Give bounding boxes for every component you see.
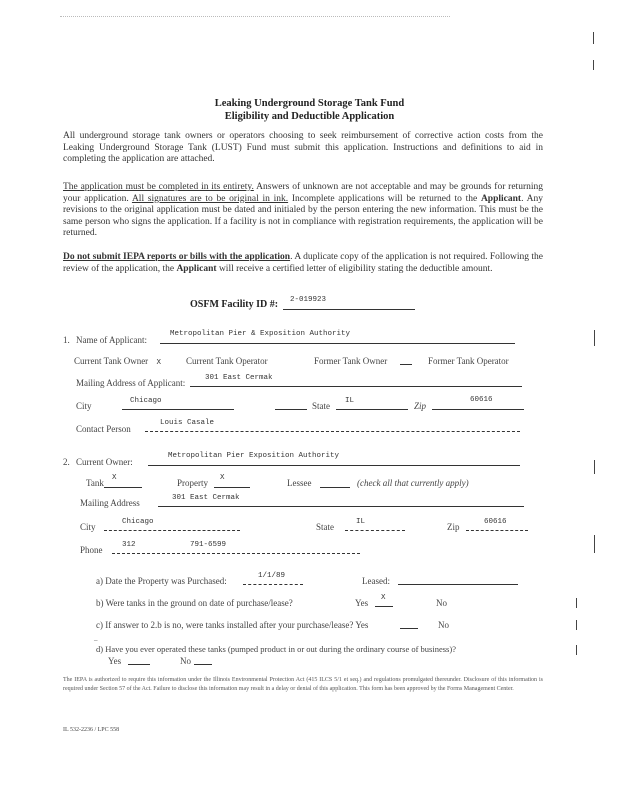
applicant-role-current-owner[interactable]	[74, 356, 161, 367]
margin-mark	[594, 535, 595, 553]
applicant-city-line	[122, 409, 234, 410]
applicant-address-label: Mailing Address of Applicant:	[76, 378, 186, 388]
owner-state-value[interactable]: IL	[356, 518, 366, 526]
question-b-yes-line	[375, 606, 393, 607]
p2-text: Answers of unknown are not acceptable and may be grounds for returning your application.	[63, 182, 543, 204]
property-label: Property	[177, 478, 208, 488]
question-a-leased-line	[398, 584, 518, 585]
applicant-zip-value[interactable]: 60616	[470, 396, 493, 404]
question-d-no-line	[194, 664, 212, 665]
applicant-role-former-operator[interactable]: Former Tank Operator	[428, 356, 509, 366]
question-d-yes-label: Yes	[108, 656, 122, 666]
lessee-label: Lessee	[287, 478, 312, 488]
scan-header-marks	[60, 16, 450, 23]
question-b-no-label: No	[436, 598, 447, 608]
applicant-state-value[interactable]: IL	[345, 397, 355, 405]
question-a-line	[243, 584, 303, 585]
owner-phone-number[interactable]: 791-6599	[190, 541, 227, 549]
margin-mark	[594, 460, 595, 474]
owner-address-line	[158, 506, 524, 507]
margin-mark	[593, 32, 594, 44]
question-c-label: c) If answer to 2.b is no, were tanks installed after your purchase/lease? Yes	[96, 620, 369, 630]
question-d-yes-line	[128, 664, 150, 665]
question-a-value[interactable]: 1/1/89	[258, 572, 286, 580]
owner-address-value[interactable]: 301 East Cermak	[172, 494, 240, 502]
intro-paragraph-3	[63, 252, 543, 275]
facility-id-value[interactable]: 2-019923	[290, 296, 327, 304]
question-d-no-label: No	[180, 656, 191, 666]
applicant-city-label: City	[76, 401, 92, 411]
current-owner-line	[148, 465, 520, 466]
applicant-term: Applicant	[176, 263, 217, 274]
applicant-address-line	[190, 386, 522, 387]
section-1-number: 1.	[63, 335, 70, 345]
margin-mark	[594, 330, 595, 346]
question-b-yes-check[interactable]: X	[381, 594, 386, 602]
margin-mark	[576, 620, 577, 630]
owner-zip-value[interactable]: 60616	[484, 518, 507, 526]
section-2-number: 2.	[63, 457, 70, 467]
applicant-address-value[interactable]: 301 East Cermak	[205, 374, 273, 382]
form-subtitle: Eligibility and Deductible Application	[224, 111, 395, 122]
footer-notice: The IEPA is authorized to require this information under the Illinois Environmental Protection Act (415 ILCS 5/1 et seq.) and regulations promulgated thereunder. Disclosure of this information is required under Section 57 of the Act. Failure to disclose this information may result in a delay or denial of this application. This form has been approved by the Forms Management Center.	[63, 677, 543, 692]
owner-phone-area[interactable]: 312	[122, 541, 136, 549]
margin-mark	[593, 60, 594, 70]
complete-entirety-notice: The application must be completed in its entirety.	[63, 182, 254, 192]
owner-zip-line	[466, 530, 528, 531]
applicant-name-label: Name of Applicant:	[76, 335, 147, 345]
intro-paragraph-2	[63, 182, 543, 240]
question-b-yes-label: Yes	[355, 598, 369, 608]
form-title: Leaking Underground Storage Tank Fund	[214, 98, 405, 109]
question-a-leased-label: Leased:	[362, 576, 390, 586]
role-label: Current Tank Owner	[74, 356, 149, 366]
applicant-name-line	[160, 343, 515, 344]
owner-address-label: Mailing Address	[80, 498, 140, 508]
tank-line	[104, 487, 142, 488]
facility-id-label: OSFM Facility ID #:	[190, 299, 279, 310]
signature-notice: All signatures are to be original in ink.	[131, 193, 289, 204]
contact-person-value[interactable]: Louis Casale	[160, 419, 215, 427]
p3-text-2: will receive a certified letter of eligibility stating the deductible amount.	[216, 263, 493, 274]
owner-zip-label: Zip	[447, 522, 460, 532]
question-c-tick: _	[94, 634, 98, 642]
property-check[interactable]: X	[220, 474, 225, 482]
contact-person-line	[145, 431, 520, 432]
owner-state-line	[345, 530, 405, 531]
facility-id-line	[283, 309, 415, 310]
contact-person-label: Contact Person	[76, 424, 131, 434]
intro-paragraph-1: All underground storage tank owners or operators choosing to seek reimbursement of corrective action costs from the Leaking Underground Storage Tank (LUST) Fund must submit this application. Instructions and definitions to aid in completing the application are attached.	[63, 131, 543, 164]
question-a-label: a) Date the Property was Purchased:	[96, 576, 227, 586]
form-code: IL 532-2236 / LPC 558	[63, 727, 120, 733]
applicant-state-line	[336, 409, 408, 410]
role-selected-mark: X	[156, 359, 161, 367]
applicant-term: Applicant	[480, 193, 522, 204]
lessee-line	[320, 487, 350, 488]
owner-phone-line	[112, 553, 360, 554]
margin-mark	[576, 645, 577, 655]
question-c-no-label: No	[438, 620, 449, 630]
question-c-yes-line	[400, 628, 418, 629]
tank-check[interactable]: X	[112, 474, 117, 482]
applicant-zip-label: Zip	[414, 401, 427, 411]
current-owner-value[interactable]: Metropolitan Pier Exposition Authority	[168, 452, 340, 460]
question-b-label: b) Were tanks in the ground on date of purchase/lease?	[96, 598, 293, 608]
applicant-state-label: State	[312, 401, 330, 411]
question-d-label: d) Have you ever operated these tanks (pumped product in or out during the ordinary course of business)?	[96, 644, 456, 654]
margin-mark	[576, 598, 577, 608]
applicant-role-current-operator[interactable]: Current Tank Operator	[186, 356, 268, 366]
owner-city-line	[104, 530, 240, 531]
applicant-role-former-owner[interactable]: Former Tank Owner	[314, 356, 388, 366]
applicant-name-value[interactable]: Metropolitan Pier & Exposition Authority	[170, 330, 351, 338]
owner-phone-label: Phone	[80, 545, 103, 555]
no-reports-notice: Do not submit IEPA reports or bills with the application	[63, 252, 291, 262]
current-owner-label: Current Owner:	[76, 457, 133, 467]
applicant-zip-line	[432, 409, 524, 410]
applicant-city-line-2	[275, 409, 307, 410]
applicant-city-value[interactable]: Chicago	[130, 397, 162, 405]
property-line	[214, 487, 250, 488]
owner-city-value[interactable]: Chicago	[122, 518, 154, 526]
p2-text-3: . Any revisions to the original application must be dated and initialed by the person entering the new information. This must be the same person who signs the application. If a facility is not in compliance with registration requirements, the application will be returned.	[63, 193, 543, 238]
check-all-note: (check all that currently apply)	[357, 478, 469, 488]
tank-label: Tank	[86, 478, 104, 488]
p2-text-2: Incomplete applications will be returned to the	[288, 193, 481, 204]
p3-text: . A duplicate copy of the application is not required. Following the review of the application, the	[63, 252, 543, 274]
former-owner-box	[400, 364, 412, 365]
owner-city-label: City	[80, 522, 96, 532]
owner-state-label: State	[316, 522, 334, 532]
